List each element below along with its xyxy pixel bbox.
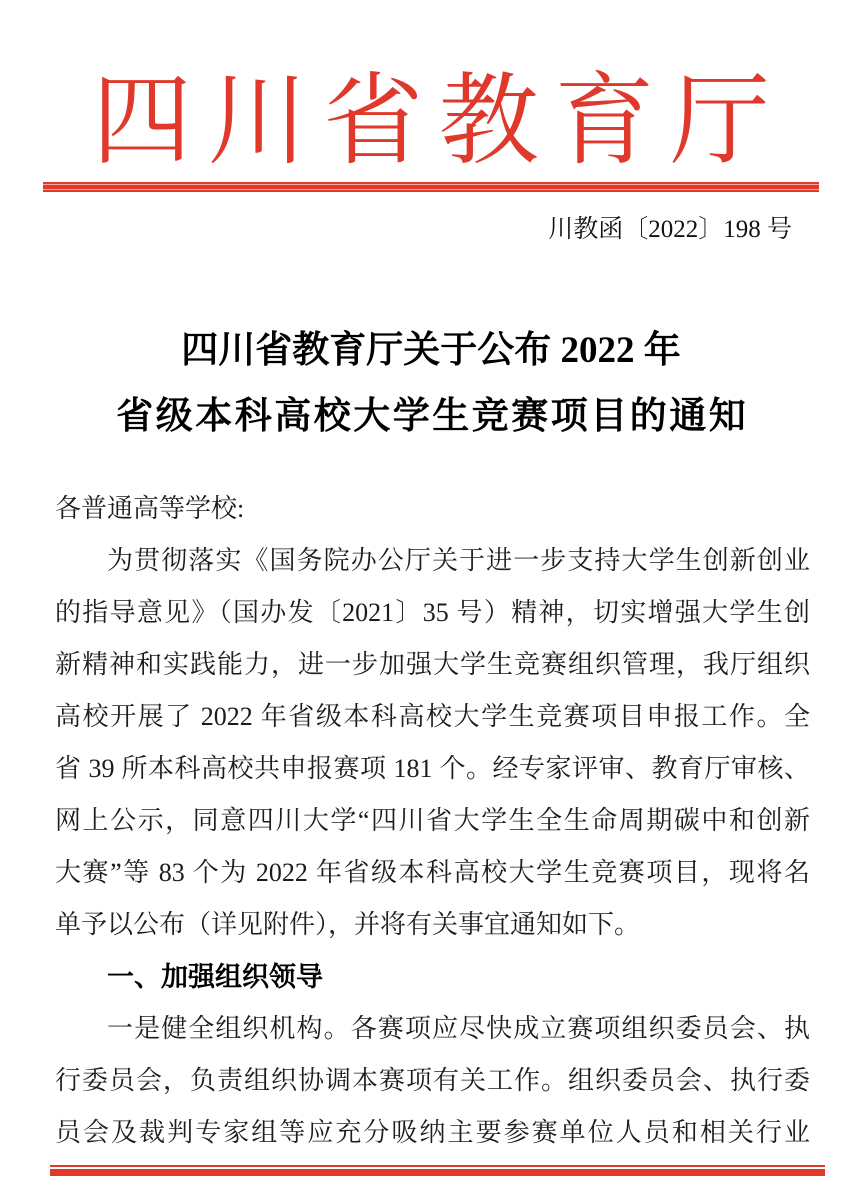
body-line: 新精神和实践能力，进一步加强大学生竞赛组织管理，我厅组织: [55, 650, 810, 679]
notice-title-line2: 省级本科高校大学生竞赛项目的通知: [116, 396, 749, 437]
body-line: 省 39 所本科高校共申报赛项 181 个。经专家评审、教育厅审核、: [55, 754, 810, 783]
body-line: 高校开展了 2022 年省级本科高校大学生竞赛项目申报工作。全: [55, 702, 810, 731]
document-body: [55, 483, 810, 1159]
notice-title: [0, 318, 862, 450]
section-heading-1: 一、加强组织领导: [107, 962, 323, 992]
letterhead-org-name: 四川省教育厅: [92, 66, 770, 177]
body-line: 的指导意见》（国办发〔2021〕35 号）精神，切实增强大学生创: [55, 598, 810, 627]
letterhead-red-rule: [43, 182, 819, 192]
body-line: 行委员会，负责组织协调本赛项有关工作。组织委员会、执行委: [55, 1066, 810, 1095]
page-bottom-red-rule: [50, 1165, 825, 1176]
document-number: 川教函〔2022〕198 号: [548, 216, 792, 243]
salutation: 各普通高等学校:: [55, 494, 245, 523]
body-line: 员会及裁判专家组等应充分吸纳主要参赛单位人员和相关行业: [55, 1118, 810, 1147]
body-line: 网上公示，同意四川大学“四川省大学生全生命周期碳中和创新: [55, 806, 810, 835]
body-line: 大赛”等 83 个为 2022 年省级本科高校大学生竞赛项目，现将名: [55, 858, 810, 887]
notice-title-line1: 四川省教育厅关于公布 2022 年: [181, 330, 681, 371]
body-line: 单予以公布（详见附件），并将有关事宜通知如下。: [55, 910, 641, 939]
body-line: 一是健全组织机构。各赛项应尽快成立赛项组织委员会、执: [107, 1014, 810, 1043]
body-line: 为贯彻落实《国务院办公厅关于进一步支持大学生创新创业: [107, 546, 810, 575]
